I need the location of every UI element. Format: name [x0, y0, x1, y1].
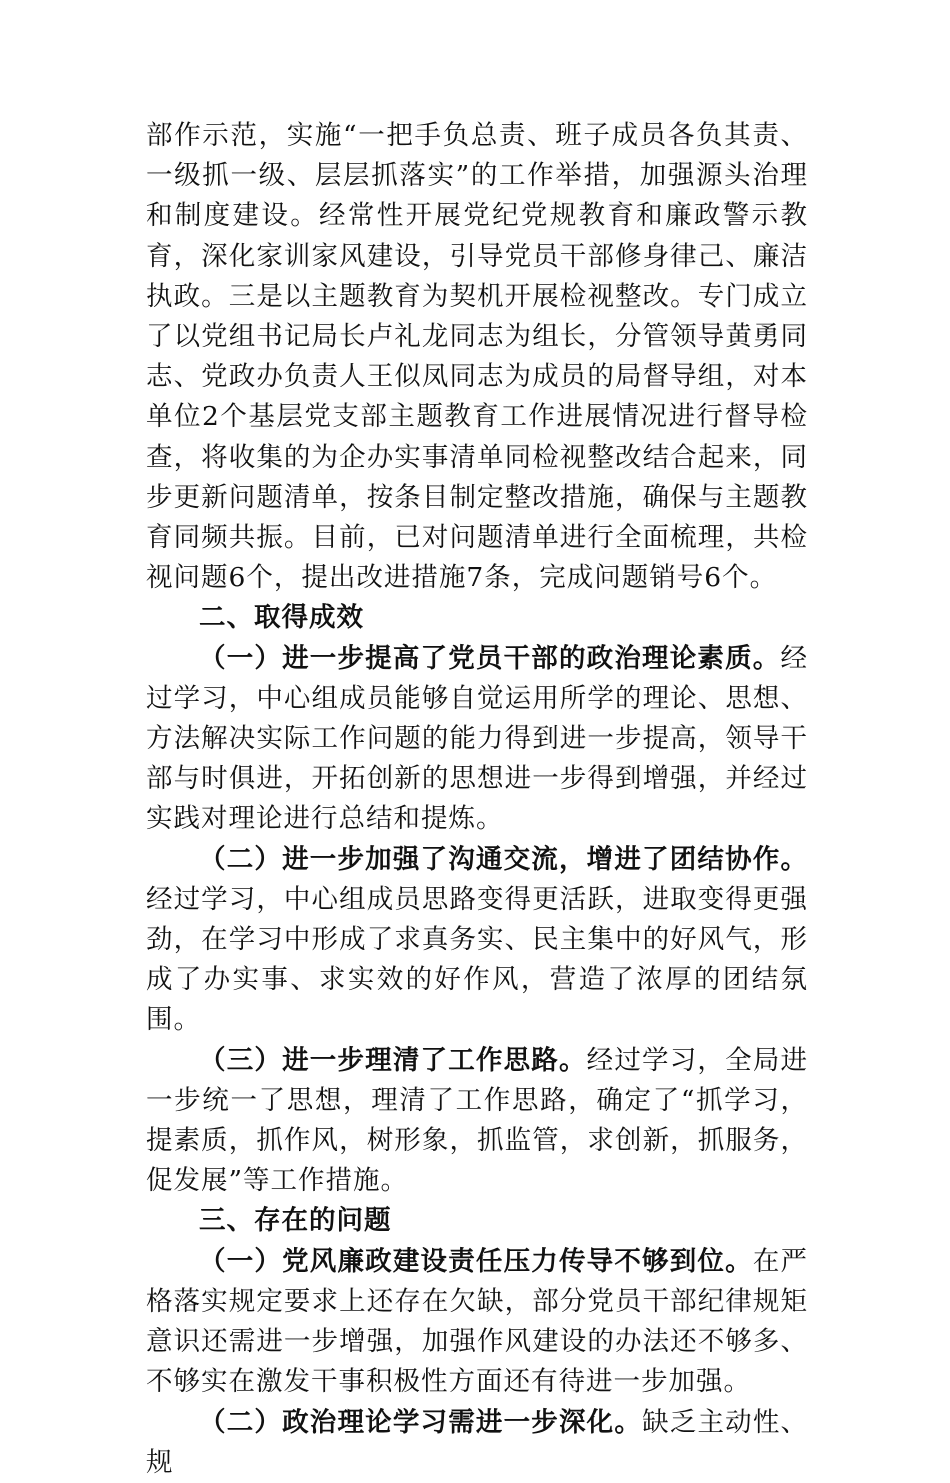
- paragraph-problem-1: [146, 1242, 808, 1403]
- paragraph-intro-continuation: [146, 116, 808, 598]
- paragraph-text: 经过学习，全局进一步统一了思想，理清了工作思路，确定了“抓学习，提素质，抓作风，树形象，抓监管，求创新，抓服务，促发展”等工作措施。: [146, 1044, 809, 1197]
- document-body: [146, 116, 808, 1483]
- paragraph-problem-2: [146, 1403, 808, 1483]
- paragraph-text: 经过学习，中心组成员思路变得更活跃，进取变得更强劲，在学习中形成了求真务实、民主集中的好风气，形成了办实事、求实效的好作风，营造了浓厚的团结氛围。: [146, 883, 808, 1036]
- paragraph-lead: （二）政治理论学习需进一步深化。: [199, 1406, 643, 1438]
- section-heading-achievements: 二、取得成效: [199, 602, 364, 634]
- paragraph-lead: （三）进一步理清了工作思路。: [199, 1044, 587, 1076]
- paragraph-lead: （一）进一步提高了党员干部的政治理论素质。: [199, 642, 781, 674]
- paragraph-lead: （一）党风廉政建设责任压力传导不够到位。: [199, 1245, 753, 1277]
- paragraph-lead: （二）进一步加强了沟通交流，增进了团结协作。: [199, 843, 808, 875]
- paragraph-achievement-3: [146, 1041, 808, 1202]
- paragraph-text: 在严格落实规定要求上还存在欠缺，部分党员干部纪律规矩意识还需进一步增强，加强作风建设的办法还不够多、不够实在激发干事积极性方面还有待进一步加强。: [146, 1245, 809, 1398]
- paragraph-achievement-1: [146, 639, 808, 840]
- paragraph-text: 缺乏主动性、规: [146, 1406, 809, 1478]
- paragraph-achievement-2: [146, 840, 808, 1041]
- paragraph-text: 部作示范，实施“一把手负总责、班子成员各负其责、一级抓一级、层层抓落实”的工作举措，加强源头治理和制度建设。经常性开展党纪党规教育和廉政警示教育，深化家训家风建设，引导党员干部修身律己、廉洁执政。三是以主题教育为契机开展检视整改。专门成立了以党组书记局长卢礼龙同志为组长，分管领导黄勇同志、党政办负责人王似凤同志为成员的局督导组，对本单位2个基层党支部主题教育工作进展情况进行督导检查，将收集的为企办实事清单同检视整改结合起来，同步更新问题清单，按条目制定整改措施，确保与主题教育同频共振。目前，已对问题清单进行全面梳理，共检视问题6个，提出改进措施7条，完成问题销号6个。: [146, 120, 808, 594]
- section-heading-problems: 三、存在的问题: [199, 1205, 392, 1237]
- paragraph-text: 经过学习，中心组成员能够自觉运用所学的理论、思想、方法解决实际工作问题的能力得到进一步提高，领导干部与时俱进，开拓创新的思想进一步得到增强，并经过实践对理论进行总结和提炼。: [146, 642, 808, 835]
